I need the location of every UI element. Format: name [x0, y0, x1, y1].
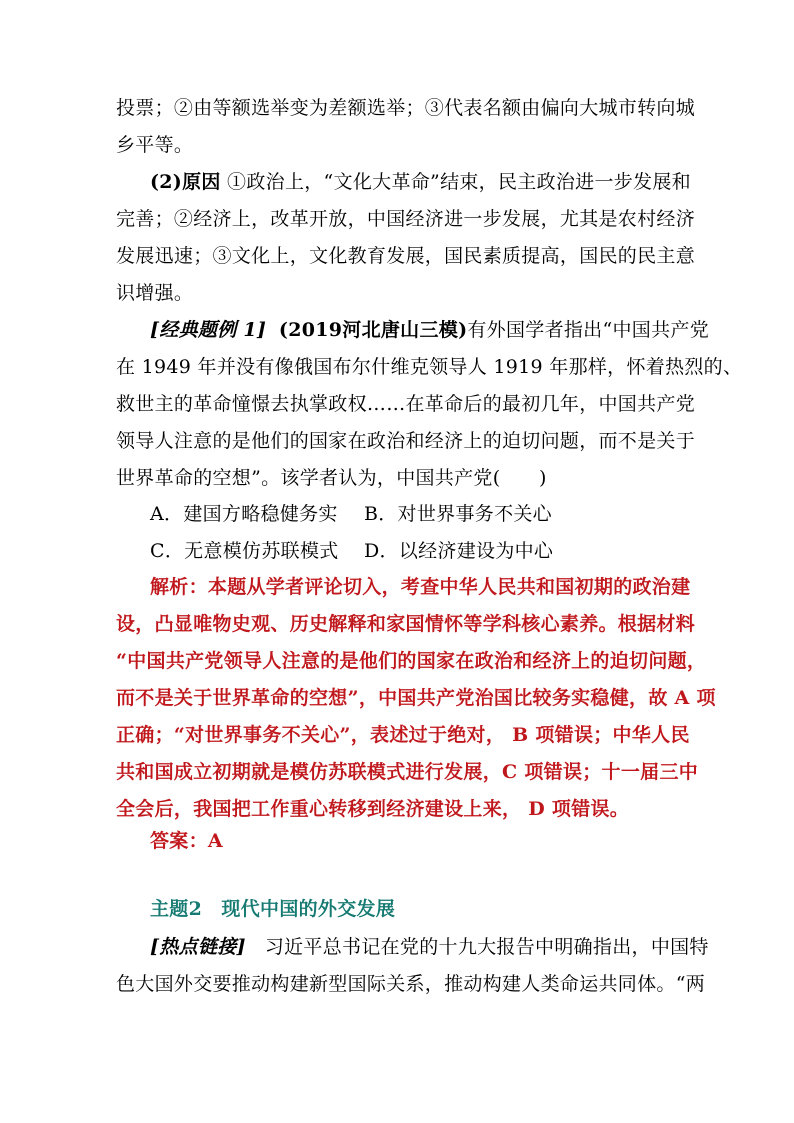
example-text: 有外国学者指出“中国共产党: [467, 319, 709, 341]
analysis-line: 全会后，我国把工作重心转移到经济建设上来， D 项错误。: [116, 798, 630, 820]
analysis-line: “中国共产党领导人注意的是他们的国家在政治和经济上的迫切问题，: [116, 650, 707, 672]
text-line: 投票；②由等额选举变为差额选举；③代表名额由偏向大城市转向城: [116, 97, 696, 119]
text-line: 在 1949 年并没有像俄国布尔什维克领导人 1919 年那样，怀着热烈的、: [116, 356, 743, 378]
reason-text: ①政治上，“文化大革命”结束，民主政治进一步发展和: [227, 171, 691, 193]
hotspot-text: 习近平总书记在党的十九大报告中明确指出，中国特: [264, 936, 709, 958]
text-line: [150, 170, 691, 194]
hotspot-heading: [150, 935, 709, 959]
text-line: 发展迅速；③文化上，文化教育发展，国民素质提高，国民的民主意: [116, 245, 696, 267]
text-line: 识增强。: [116, 282, 194, 304]
reason-label: (2)原因: [150, 171, 221, 193]
example-tag: [经典题例 1]: [150, 319, 267, 341]
hotspot-tag: [热点链接]: [150, 936, 246, 958]
analysis-line: 共和国成立初期就是模仿苏联模式进行发展，C 项错误；十一届三中: [116, 761, 699, 783]
example-heading: [150, 318, 709, 342]
text-line: 色大国外交要推动构建新型国际关系，推动构建人类命运共同体。“两: [116, 973, 706, 995]
text-line: 救世主的革命憧憬去执掌政权……在革命后的最初几年，中国共产党: [116, 393, 696, 415]
analysis-line: 而不是关于世界革命的空想”，中国共产党治国比较务实稳健，故 A 项: [116, 687, 716, 709]
text-line: 完善；②经济上，改革开放，中国经济进一步发展，尤其是农村经济: [116, 208, 696, 230]
option-d: D．以经济建设为中心: [364, 540, 554, 562]
answer-line: [150, 829, 223, 853]
analysis-line: 正确；“对世界事务不关心”，表述过于绝对， B 项错误；中华人民: [116, 724, 690, 746]
text-line: 领导人注意的是他们的国家在政治和经济上的迫切问题，而不是关于: [116, 430, 696, 452]
analysis-line: 解析：本题从学者评论切入，考查中华人民共和国初期的政治建: [150, 576, 691, 598]
answer-value: A: [207, 830, 223, 852]
text-line: 乡平等。: [116, 134, 194, 156]
example-source: (2019河北唐山三模): [278, 319, 468, 341]
option-a: A．建国方略稳健务实: [150, 503, 338, 525]
analysis-line: 设，凸显唯物史观、历史解释和家国情怀等学科核心素养。根据材料: [116, 613, 696, 635]
option-c: C．无意模仿苏联模式: [150, 540, 339, 562]
answer-label: 答案：: [150, 830, 208, 852]
analysis-label: 解析：: [150, 576, 208, 598]
option-b: B．对世界事务不关心: [364, 503, 552, 525]
text-line: 世界革命的空想”。该学者认为，中国共产党( ): [116, 467, 547, 489]
topic-title: 主题2 现代中国的外交发展: [150, 898, 396, 920]
